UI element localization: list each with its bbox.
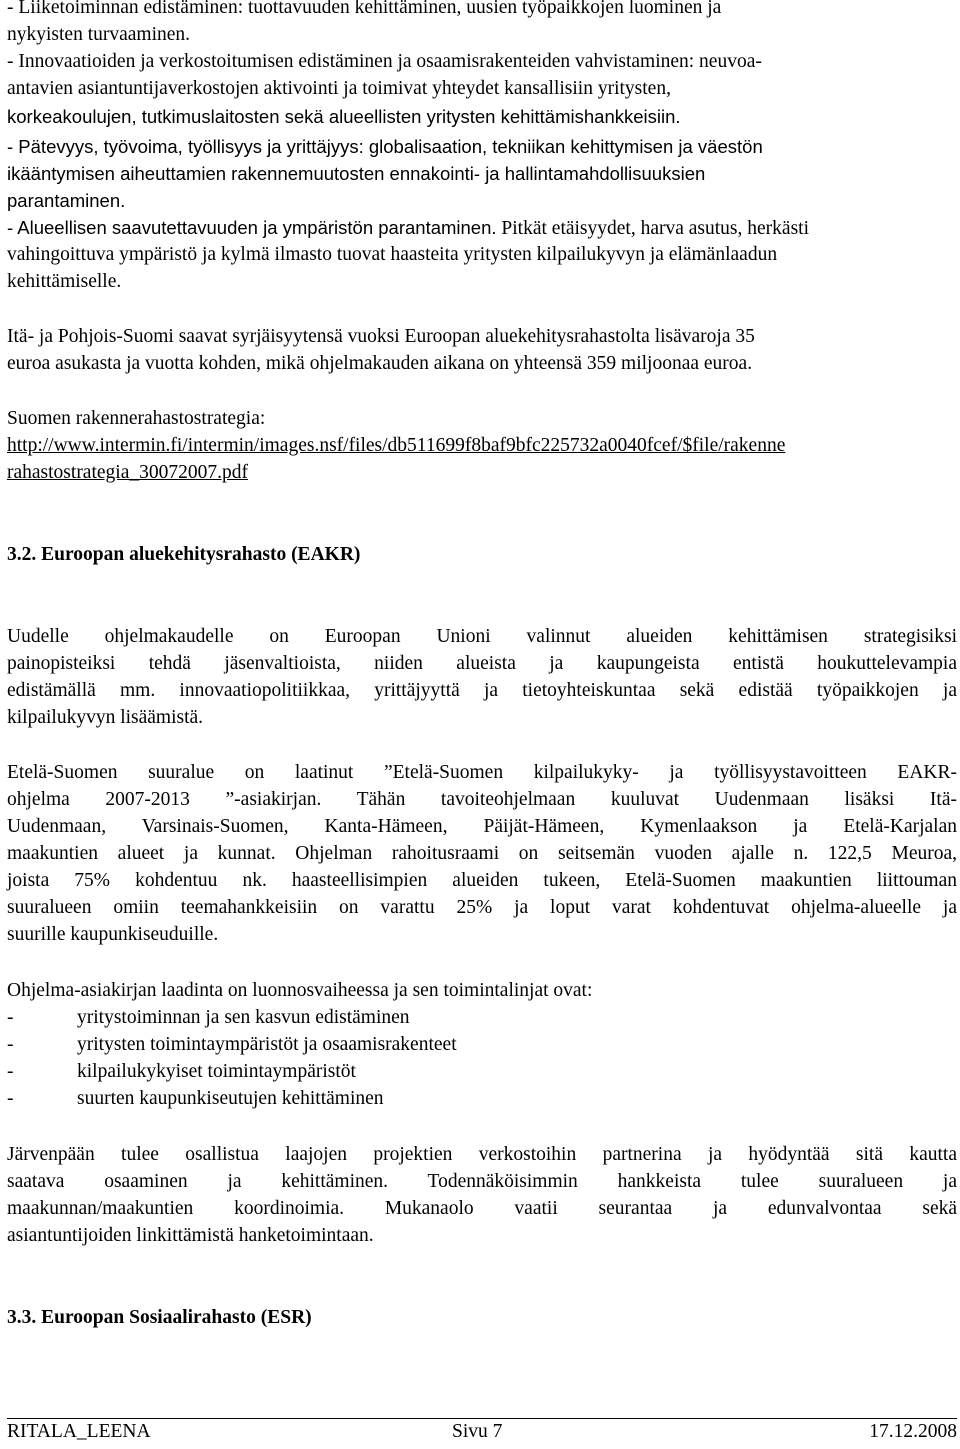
footer-rule [7,1418,957,1419]
text-line: Etelä-Suomen suuralue on laatinut ”Etelä-Suomen kilpailukyky- ja työllisyystavoitteen EAKR- [7,762,957,783]
footer-author: RITALA_LEENA [7,1421,151,1442]
text-line: antavien asiantuntijaverkostojen aktivointi ja toimivat yhteydet kansallisiin yritysten, [7,78,671,99]
text-line: - Pätevyys, työvoima, työllisyys ja yrittäjyys: globalisaation, tekniikan kehittymisen ja väestön [7,136,763,157]
text-line: suurille kaupunkiseuduille. [7,924,219,945]
text-line: kehittämiselle. [7,271,122,292]
text-line: suuralueen omiin teemahankkeisiin on varattu 25% ja loput varat kohdentuvat ohjelma-alueelle ja [7,897,957,918]
list-dash: - [7,1034,14,1055]
strategy-link[interactable] [7,459,248,486]
text-line: joista 75% kohdentuu nk. haasteellisimpien alueiden tukeen, Etelä-Suomen maakuntien liittouman [7,870,957,891]
list-dash: - [7,1061,14,1082]
text-line [7,214,809,242]
text-line: ohjelma 2007-2013 ”-asiakirjan. Tähän tavoiteohjelmaan kuuluvat Uudenmaan lisäksi Itä- [7,789,957,810]
strategy-label: Suomen rakennerahastostrategia: [7,408,266,429]
section-heading-eakr: 3.2. Euroopan aluekehitysrahasto (EAKR) [7,544,361,565]
footer-date: 17.12.2008 [869,1421,957,1442]
text-line: Järvenpään tulee osallistua laajojen projektien verkostoihin partnerina ja hyödyntää sitä kautta [7,1144,957,1165]
text-line: nykyisten turvaaminen. [7,24,191,45]
strategy-link-line[interactable]: http://www.intermin.fi/intermin/images.nsf/files/db511699f8baf9bfc225732a0040fcef/$file/rakenne [7,435,786,456]
text-line: Itä- ja Pohjois-Suomi saavat syrjäisyytensä vuoksi Euroopan aluekehitysrahastolta lisävaroja 35 [7,326,755,347]
text-line: korkeakoulujen, tutkimuslaitosten sekä alueellisten yritysten kehittämishankkeisiin. [7,106,681,127]
strategy-link[interactable] [7,432,785,459]
text-line: maakunnan/maakuntien koordinoimia. Mukanaolo vaatii seurantaa ja edunvalvontaa sekä [7,1198,957,1219]
text-line: kilpailukyvyn lisäämistä. [7,707,204,728]
footer-page-number: Sivu 7 [452,1421,503,1442]
text-line: edistämällä mm. innovaatiopolitiikkaa, yrittäjyyttä ja tietoyhteiskuntaa sekä edistää työpaikkojen ja [7,680,957,701]
list-item-text: suurten kaupunkiseutujen kehittäminen [77,1088,384,1109]
list-intro: Ohjelma-asiakirjan laadinta on luonnosvaiheessa ja sen toimintalinjat ovat: [7,980,593,1001]
list-item-text: yritysten toimintaympäristöt ja osaamisrakenteet [77,1034,457,1055]
text-line: - Liiketoiminnan edistäminen: tuottavuuden kehittäminen, uusien työpaikkojen luominen ja [7,0,722,18]
list-dash: - [7,1088,14,1109]
text-line: euroa asukasta ja vuotta kohden, mikä ohjelmakauden aikana on yhteensä 359 miljoonaa euroa. [7,353,753,374]
text-line: Uudenmaan, Varsinais-Suomen, Kanta-Hämeen, Päijät-Hämeen, Kymenlaakson ja Etelä-Karjalan [7,816,957,837]
list-item-text: kilpailukykyiset toimintaympäristöt [77,1061,356,1082]
text-line: ikääntymisen aiheuttamien rakennemuutosten ennakointi- ja hallintamahdollisuuksien [7,163,706,184]
text-line: Uudelle ohjelmakaudelle on Euroopan Unioni valinnut alueiden kehittämisen strategisiksi [7,626,957,647]
text-line: saatava osaaminen ja kehittäminen. Todennäköisimmin hankkeista tulee suuralueen ja [7,1171,957,1192]
text-line: maakuntien alueet ja kunnat. Ohjelman rahoitusraami on seitsemän vuoden ajalle n. 122,5 Meuroa, [7,843,957,864]
text-line: - Innovaatioiden ja verkostoitumisen edistäminen ja osaamisrakenteiden vahvistaminen: neuvoa- [7,51,762,72]
text-line: vahingoittuva ympäristö ja kylmä ilmasto tuovat haasteita yritysten kilpailukyvyn ja elämänlaadun [7,244,778,265]
text-span: Pitkät etäisyydet, harva asutus, herkästi [496,218,809,239]
text-line: asiantuntijoiden linkittämistä hanketoimintaan. [7,1225,374,1246]
text-line: parantaminen. [7,190,126,211]
strategy-link-line[interactable]: rahastostrategia_30072007.pdf [7,462,248,483]
text-line: painopisteiksi tehdä jäsenvaltioista, niiden alueista ja kaupungeista entistä houkuttelevampia [7,653,957,674]
text-span: - Alueellisen saavutettavuuden ja ympäristön parantaminen. [7,217,497,238]
list-dash: - [7,1007,14,1028]
list-item-text: yritystoiminnan ja sen kasvun edistäminen [77,1007,410,1028]
section-heading-esr: 3.3. Euroopan Sosiaalirahasto (ESR) [7,1307,312,1328]
